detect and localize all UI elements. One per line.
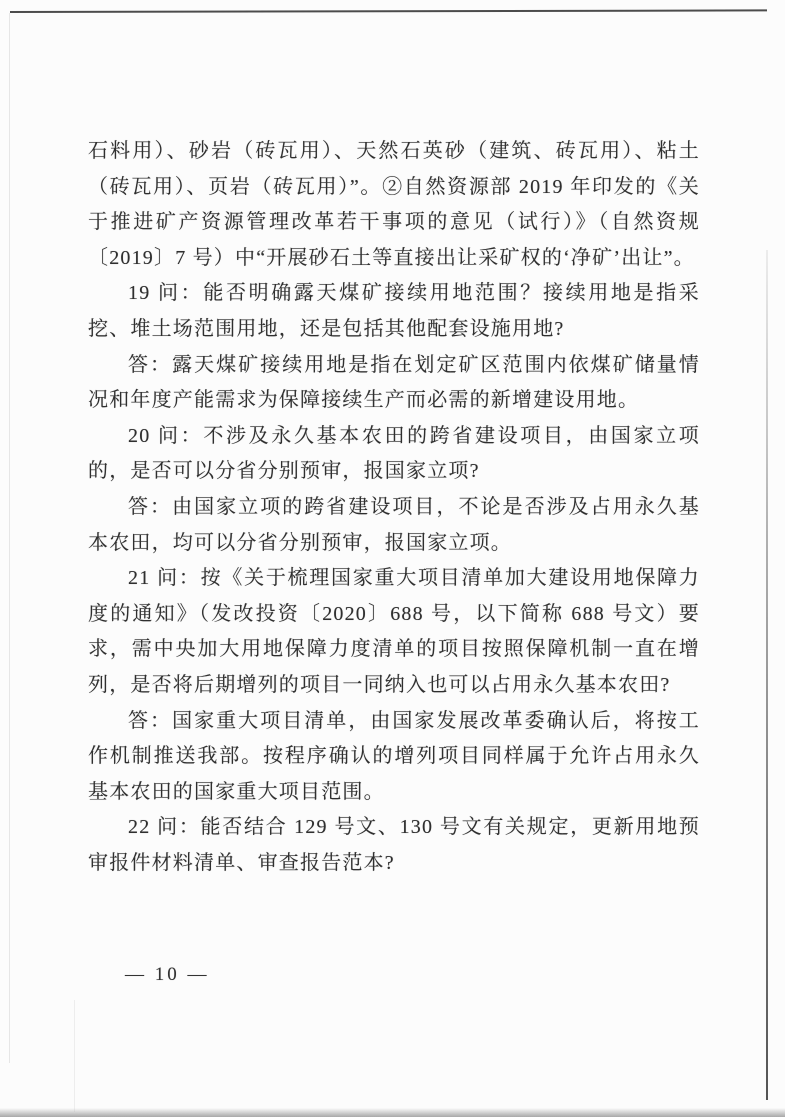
paragraph: 22 问：能否结合 129 号文、130 号文有关规定，更新用地预审报件材料清单、审查报告范本?	[88, 816, 700, 874]
paragraph: 19 问：能否明确露天煤矿接续用地范围？接续用地是指采挖、堆土场范围用地，还是包括其他配套设施用地?	[88, 282, 700, 340]
paragraph: 石料用）、砂岩（砖瓦用）、天然石英砂（建筑、砖瓦用）、粘土（砖瓦用）、页岩（砖瓦用）”。②自然资源部 2019 年印发的《关于推进矿产资源管理改革若干事项的意见（试行）》（自然资规〔2019〕7 号）中“开展砂石土等直接出让采矿权的‘净矿’出让”。	[88, 140, 700, 269]
scan-right-edge-line	[766, 250, 768, 1100]
paragraph-list	[88, 134, 700, 881]
scan-left-fold-line	[9, 13, 10, 1063]
scan-bottom-edge	[0, 1108, 785, 1117]
paragraph: 20 问：不涉及永久基本农田的跨省建设项目，由国家立项的，是否可以分省分别预审，报国家立项?	[88, 424, 700, 483]
scan-crease-line	[74, 1000, 75, 1112]
page-number: — 10 —	[125, 964, 210, 985]
paragraph: 答：由国家立项的跨省建设项目，不论是否涉及占用永久基本农田，均可以分省分别预审，报国家立项。	[88, 495, 700, 554]
paragraph: 答：露天煤矿接续用地是指在划定矿区范围内依煤矿储量情况和年度产能需求为保障接续生产而必需的新增建设用地。	[88, 353, 700, 412]
paragraph: 21 问：按《关于梳理国家重大项目清单加大建设用地保障力度的通知》（发改投资〔2020〕688 号，以下简称 688 号文）要求，需中央加大用地保障力度清单的项目按照保障机制一直在增列，是否将后期增列的项目一同纳入也可以占用永久基本农田?	[88, 567, 700, 696]
paragraph: 答：国家重大项目清单，由国家发展改革委确认后，将按工作机制推送我部。按程序确认的增列项目同样属于允许占用永久基本农田的国家重大项目范围。	[88, 709, 700, 803]
scan-top-edge-line	[10, 9, 767, 13]
